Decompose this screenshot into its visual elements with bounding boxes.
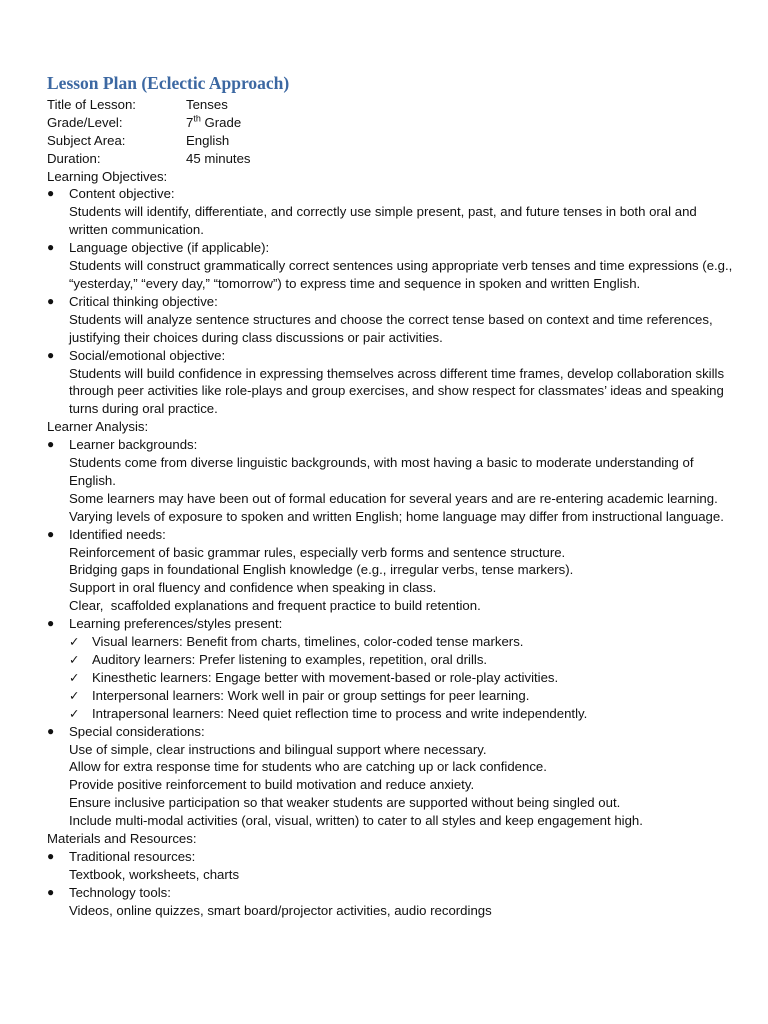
objective-body: Students will identify, differentiate, and correctly use simple present, past, and future tenses in both oral and written communication. bbox=[69, 204, 697, 238]
analysis-line: Allow for extra response time for students who are catching up or lack confidence. bbox=[69, 759, 547, 775]
materials-item bbox=[47, 848, 737, 884]
objective-item bbox=[47, 293, 737, 347]
analysis-line: Ensure inclusive participation so that weaker students are supported without being singled out. bbox=[69, 795, 621, 811]
materials-body: Videos, online quizzes, smart board/projector activities, audio recordings bbox=[69, 902, 492, 918]
analysis-title: Special considerations: bbox=[69, 723, 205, 739]
bullet-dot-icon: ● bbox=[47, 347, 55, 362]
checkmark-icon: ✓ bbox=[69, 652, 80, 667]
objective-item bbox=[47, 239, 737, 293]
style-item-text: Auditory learners: Prefer listening to examples, repetition, oral drills. bbox=[92, 652, 488, 667]
analysis-item-styles bbox=[47, 615, 737, 722]
bullet-dot-icon: ● bbox=[47, 186, 55, 201]
style-item bbox=[69, 687, 737, 705]
meta-label: Subject Area: bbox=[47, 132, 126, 148]
analysis-line: Include multi-modal activities (oral, visual, written) to cater to all styles and keep engagement high. bbox=[69, 813, 643, 829]
bullet-dot-icon: ● bbox=[47, 293, 55, 308]
meta-value: English bbox=[186, 132, 230, 148]
objective-title: Critical thinking objective: bbox=[69, 293, 218, 309]
checkmark-icon: ✓ bbox=[69, 687, 80, 703]
analysis-line: Students come from diverse linguistic backgrounds, with most having a basic to moderate understanding of English. bbox=[69, 455, 694, 488]
bullet-dot-icon: ● bbox=[47, 616, 55, 631]
analysis-title: Learning preferences/styles present: bbox=[69, 616, 283, 632]
materials-title: Technology tools: bbox=[69, 884, 171, 900]
styles-checklist bbox=[69, 633, 737, 723]
grade-number: 7 bbox=[186, 114, 194, 130]
objective-body: Students will analyze sentence structures and choose the correct tense based on context and time references, justifying their choices during class discussions or pair activities. bbox=[69, 311, 713, 345]
style-item bbox=[69, 633, 737, 651]
materials-title: Traditional resources: bbox=[69, 848, 196, 864]
objective-item bbox=[47, 185, 737, 239]
analysis-line: Provide positive reinforcement to build motivation and reduce anxiety. bbox=[69, 777, 475, 793]
style-item-text: Kinesthetic learners: Engage better with movement-based or role-play activities. bbox=[92, 669, 559, 685]
meta-row-grade bbox=[47, 114, 737, 132]
bullet-dot-icon: ● bbox=[47, 848, 55, 863]
objective-body: Students will construct grammatically correct sentences using appropriate verb tenses and time expressions (e.g., “yesterday,” “every day,” “tomorrow”) to express time and sequence in spoken and written English. bbox=[69, 258, 733, 291]
checkmark-icon: ✓ bbox=[69, 705, 80, 721]
document-page bbox=[47, 71, 737, 920]
analysis-line: Some learners may have been out of formal education for several years and are re-entering academic learning. bbox=[69, 490, 718, 506]
analysis-item-backgrounds bbox=[47, 436, 737, 526]
document-title: Lesson Plan (Eclectic Approach) bbox=[47, 73, 290, 93]
bullet-dot-icon: ● bbox=[47, 884, 55, 899]
analysis-title: Learner backgrounds: bbox=[69, 437, 198, 453]
meta-value bbox=[186, 114, 737, 132]
bullet-dot-icon: ● bbox=[47, 723, 55, 738]
analysis-line: Support in oral fluency and confidence when speaking in class. bbox=[69, 580, 437, 596]
style-item bbox=[69, 651, 737, 669]
materials-item bbox=[47, 884, 737, 920]
analysis-line: Clear, scaffolded explanations and frequent practice to build retention. bbox=[69, 598, 481, 614]
analysis-item-special bbox=[47, 723, 737, 830]
analysis-body bbox=[69, 544, 737, 616]
style-item-text: Visual learners: Benefit from charts, timelines, color-coded tense markers. bbox=[92, 634, 524, 650]
analysis-line: Varying levels of exposure to spoken and written English; home language may differ from instructional language. bbox=[69, 508, 724, 524]
style-item bbox=[69, 669, 737, 687]
objective-title: Content objective: bbox=[69, 186, 175, 202]
section-heading-materials: Materials and Resources: bbox=[47, 831, 197, 847]
meta-label: Duration: bbox=[47, 150, 101, 166]
meta-row-duration bbox=[47, 150, 737, 168]
style-item bbox=[69, 705, 737, 723]
bullet-dot-icon: ● bbox=[47, 437, 55, 452]
bullet-dot-icon: ● bbox=[47, 526, 55, 541]
materials-body: Textbook, worksheets, charts bbox=[69, 866, 240, 882]
meta-value: 45 minutes bbox=[186, 150, 251, 166]
objective-body: Students will build confidence in expressing themselves across different time frames, develop collaboration skills through peer activities like role-plays and group exercises, and show respect for classmates’ ideas and speaking turns during oral practice. bbox=[69, 365, 725, 417]
analysis-body bbox=[69, 454, 737, 526]
bullet-dot-icon: ● bbox=[47, 240, 55, 255]
style-item-text: Intrapersonal learners: Need quiet reflection time to process and write independently. bbox=[92, 705, 588, 721]
checkmark-icon: ✓ bbox=[69, 669, 80, 685]
analysis-line: Reinforcement of basic grammar rules, especially verb forms and sentence structure. bbox=[69, 544, 566, 560]
analysis-item-needs bbox=[47, 526, 737, 616]
grade-ordinal-suffix: th bbox=[193, 113, 201, 124]
meta-row-title bbox=[47, 96, 737, 114]
checkmark-icon: ✓ bbox=[69, 634, 80, 650]
meta-label: Title of Lesson: bbox=[47, 97, 136, 112]
analysis-line: Bridging gaps in foundational English knowledge (e.g., irregular verbs, tense markers). bbox=[69, 562, 574, 578]
analysis-title: Identified needs: bbox=[69, 526, 166, 542]
objective-title: Language objective (if applicable): bbox=[69, 240, 270, 256]
objective-item bbox=[47, 347, 737, 419]
objective-title: Social/emotional objective: bbox=[69, 347, 226, 363]
analysis-line: Use of simple, clear instructions and bilingual support where necessary. bbox=[69, 741, 487, 757]
meta-row-subject bbox=[47, 132, 737, 150]
section-heading-learner-analysis: Learner Analysis: bbox=[47, 419, 149, 435]
analysis-body bbox=[69, 741, 737, 831]
style-item-text: Interpersonal learners: Work well in pair or group settings for peer learning. bbox=[92, 687, 530, 703]
meta-label: Grade/Level: bbox=[47, 114, 123, 130]
grade-word: Grade bbox=[200, 114, 242, 130]
section-heading-learning-objectives: Learning Objectives: bbox=[47, 168, 168, 184]
meta-value: Tenses bbox=[186, 97, 228, 112]
